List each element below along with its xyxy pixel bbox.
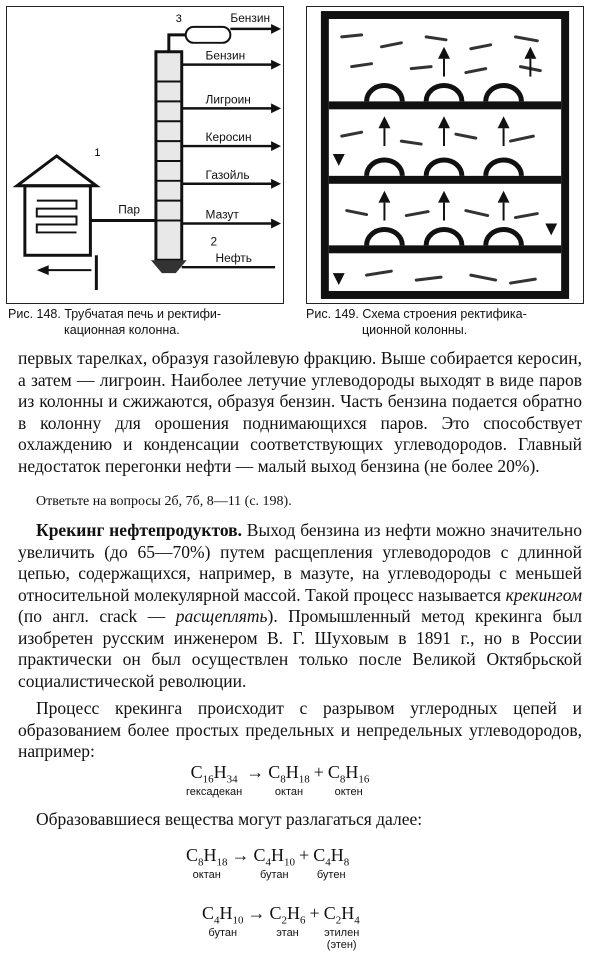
caption-149-line1: Рис. 149. Схема строения ректифика- [306,307,527,321]
formula-hexadecane: $C_{16}H_{34}$ гексадекан [186,762,243,798]
paragraph-1-text: первых тарелках, образуя газойлевую фракцию. Выше собирается керосин, а затем — лигроин. Наиболее летучие углеводороды выходят в виде паров из колонны и сжижаются, образуя бензин. Часть бензина подается обратно в колонну для орошения поднимающихся паров. Это способствует охлаждению и конденсации соответствующих углеводородов. Главный недостаток перегонки нефти — малый выход бензина (не более 20%). [18,348,582,476]
label-par: Пар [118,202,141,217]
formula-butene: $C_4H_8$ бутен [313,845,350,881]
formula-ethylene: $C_2H_4$ этилен (этен) [323,903,360,951]
formula-butane: $C_4H_{10}$ бутан [253,845,296,881]
equation-butane [202,903,360,951]
label-octane-2: октан [192,868,221,881]
paragraph-process [18,698,582,763]
caption-148-line2: кационная колонна. [64,323,180,337]
label-neft: Нефть [215,251,252,266]
label-butene: бутен [316,868,346,881]
figure-148-furnace-column [6,6,284,304]
paragraph-2-part-b: (по англ. crack — [18,606,176,626]
label-gazoil: Газойль [205,167,250,182]
caption-148-line1: Рис. 148. Трубчатая печь и ректифи- [8,307,222,321]
plus-sign: + [313,762,324,782]
label-hexadecane: гексадекан [186,785,243,798]
term-translation: расщеплять [175,606,268,626]
paragraph-3-text: Процесс крекинга происходит с разрывом углеродных цепей и образованием более простых предельных и непредельных углеводородов, например: [18,698,582,761]
furnace-column-illustration [7,7,283,303]
cracking-heading: Крекинг нефтепродуктов. [36,520,242,540]
reaction-arrow-icon: → [231,845,250,865]
caption-149-line2: ционной колонны. [362,323,468,337]
label-1: 1 [94,146,101,159]
formula-octane: $C_8H_{18}$ октан [268,762,310,798]
paragraph-2-part-c: ). Промышленный метод крекинга был изобретен русским инженером В. Г. Шуховым в 1891 г., но в России практически он был осуществлен только после Великой Октябрьской социалистической революции. [18,606,582,691]
paragraph-2-part-a: Выход бензина из нефти можно значительно увеличить (до 65—70%) путем расщепления углеводородов с длинной цепью, содержащихся, например, в мазуте, на углеводороды с меньшей относительной молекулярной массой. Такой процесс называется [18,520,582,605]
paragraph-cracking [18,520,582,692]
formula-ethane: $C_2H_6$ этан [269,903,306,939]
plus-sign: + [309,903,320,923]
label-benzin-top: Бензин [230,10,271,25]
label-octene: октен [334,785,363,798]
paragraph-further [36,809,576,831]
paragraph-distillation [18,348,582,477]
label-ethene: (этен) [326,938,357,951]
label-octane: октан [274,785,304,798]
column-scheme-illustration [307,7,583,303]
label-kerosin: Керосин [205,130,252,145]
label-benzin: Бензин [205,48,246,63]
paragraph-4-text: Образовавшиеся вещества могут разлагаться далее: [36,809,423,829]
label-ethane: этан [276,926,299,939]
label-2: 2 [210,234,218,249]
formula-octene: $C_8H_{16}$ октен [327,762,370,798]
figure-149-column-scheme [306,6,584,304]
label-ligroin: Лигроин [205,92,251,107]
label-butane: бутан [259,868,289,881]
questions-reference: Ответьте на вопросы 2б, 7б, 8—11 (с. 198). [36,494,292,509]
label-3: 3 [175,12,182,25]
label-butane-2: бутан [208,926,238,939]
figure-148-caption [8,306,288,338]
reaction-arrow-icon: → [247,903,266,923]
plus-sign: + [299,845,310,865]
figure-149-caption [306,306,586,338]
label-ethylene: этилен [324,926,360,939]
formula-butane-2: $C_4H_{10}$ бутан [202,903,244,939]
term-cracking: крекингом [505,584,582,605]
equation-octane [186,845,349,881]
equation-hexadecane [186,762,369,798]
rectification-column [156,52,182,260]
formula-octane-2: $C_8H_{18}$ октан [186,845,228,881]
reaction-arrow-icon: → [246,762,265,782]
label-mazut: Мазут [205,207,239,222]
